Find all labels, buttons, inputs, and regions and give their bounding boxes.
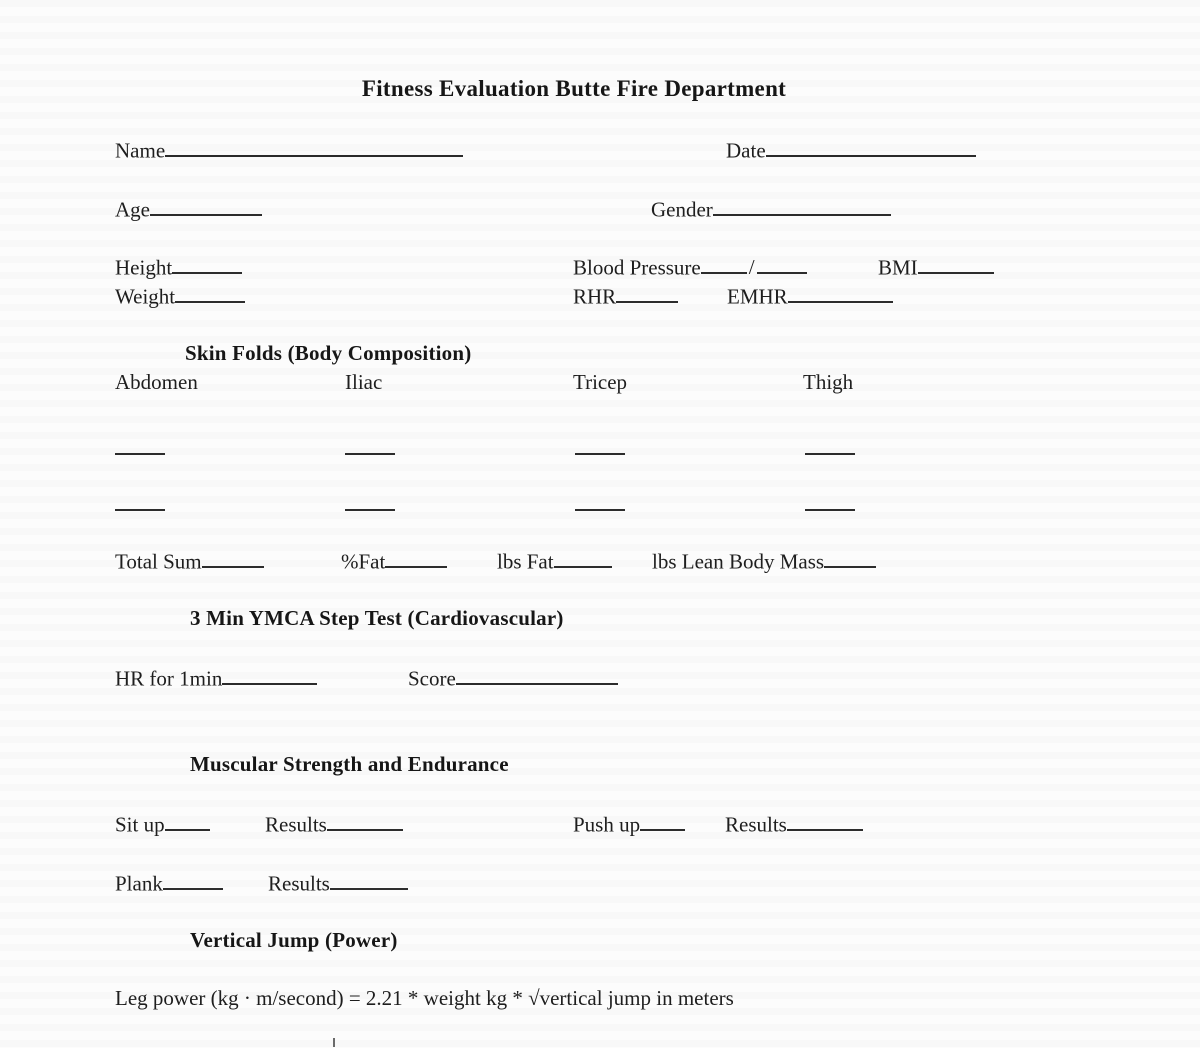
- skin-folds-heading: Skin Folds (Body Composition): [185, 341, 472, 365]
- plank-results-blank: [330, 869, 408, 890]
- emhr-blank: [788, 282, 893, 303]
- lbs-fat-field: [497, 547, 612, 574]
- gender-field: [651, 195, 891, 222]
- name-blank: [165, 136, 463, 157]
- push-up-label: Push up: [573, 812, 641, 837]
- blood-pressure-label: Blood Pressure: [573, 255, 701, 280]
- score-blank: [456, 664, 618, 685]
- date-label: Date: [726, 138, 766, 163]
- hr-for-1min-blank: [222, 664, 317, 685]
- lbs-fat-label: lbs Fat: [497, 549, 554, 574]
- gender-label: Gender: [651, 197, 713, 222]
- name-field: [115, 136, 463, 163]
- sit-up-blank: [165, 810, 210, 831]
- name-label: Name: [115, 138, 166, 163]
- push-up-results-field: [725, 810, 863, 837]
- tricep-measure-2-blank: [575, 509, 625, 511]
- cropped-next-line-artifact: [333, 1038, 335, 1047]
- sit-up-label: Sit up: [115, 812, 165, 837]
- height-label: Height: [115, 255, 173, 280]
- plank-label: Plank: [115, 871, 163, 896]
- sit-up-field: [115, 810, 210, 837]
- score-label: Score: [408, 666, 456, 691]
- rhr-label: RHR: [573, 284, 617, 309]
- bp-separator: /: [748, 255, 755, 280]
- weight-blank: [175, 282, 245, 303]
- push-up-results-label: Results: [725, 812, 787, 837]
- emhr-label: EMHR: [727, 284, 788, 309]
- plank-field: [115, 869, 223, 896]
- height-blank: [172, 253, 242, 274]
- hr-for-1min-label: HR for 1min: [115, 666, 223, 691]
- rhr-blank: [616, 282, 678, 303]
- document-title: Fitness Evaluation Butte Fire Department: [361, 76, 787, 101]
- percent-fat-label: %Fat: [341, 549, 386, 574]
- plank-blank: [163, 869, 223, 890]
- lbs-lean-body-mass-field: [652, 547, 876, 574]
- plank-results-label: Results: [268, 871, 330, 896]
- bp-diastolic-blank: [757, 253, 807, 274]
- vertical-jump-heading: Vertical Jump (Power): [190, 928, 398, 952]
- total-sum-label: Total Sum: [115, 549, 202, 574]
- lbs-fat-blank: [554, 547, 612, 568]
- bmi-field: [878, 253, 994, 280]
- bmi-label: BMI: [878, 255, 918, 280]
- bmi-blank: [918, 253, 994, 274]
- column-iliac: Iliac: [345, 370, 383, 394]
- iliac-measure-2-blank: [345, 509, 395, 511]
- tricep-measure-1-blank: [575, 453, 625, 455]
- gender-blank: [713, 195, 891, 216]
- iliac-measure-1-blank: [345, 453, 395, 455]
- step-test-heading: 3 Min YMCA Step Test (Cardiovascular): [190, 606, 564, 630]
- rhr-field: [573, 282, 678, 309]
- push-up-results-blank: [787, 810, 863, 831]
- sit-up-results-blank: [327, 810, 403, 831]
- emhr-field: [727, 282, 893, 309]
- age-label: Age: [115, 197, 150, 222]
- plank-results-field: [268, 869, 408, 896]
- date-blank: [766, 136, 976, 157]
- height-field: [115, 253, 242, 280]
- lbs-lean-body-mass-blank: [824, 547, 876, 568]
- thigh-measure-2-blank: [805, 509, 855, 511]
- total-sum-blank: [202, 547, 264, 568]
- age-blank: [150, 195, 262, 216]
- score-field: [408, 664, 618, 691]
- push-up-field: [573, 810, 685, 837]
- abdomen-measure-2-blank: [115, 509, 165, 511]
- column-tricep: Tricep: [573, 370, 628, 394]
- blood-pressure-field: [573, 253, 807, 280]
- weight-label: Weight: [115, 284, 176, 309]
- hr-for-1min-field: [115, 664, 317, 691]
- weight-field: [115, 282, 245, 309]
- column-abdomen: Abdomen: [115, 370, 198, 394]
- percent-fat-field: [341, 547, 447, 574]
- thigh-measure-1-blank: [805, 453, 855, 455]
- leg-power-formula: Leg power (kg · m/second) = 2.21 * weight kg * √vertical jump in meters: [115, 986, 734, 1010]
- push-up-blank: [640, 810, 685, 831]
- sit-up-results-field: [265, 810, 403, 837]
- total-sum-field: [115, 547, 264, 574]
- age-field: [115, 195, 262, 222]
- column-thigh: Thigh: [803, 370, 854, 394]
- abdomen-measure-1-blank: [115, 453, 165, 455]
- percent-fat-blank: [385, 547, 447, 568]
- lbs-lean-body-mass-label: lbs Lean Body Mass: [652, 549, 825, 574]
- strength-heading: Muscular Strength and Endurance: [190, 752, 509, 776]
- sit-up-results-label: Results: [265, 812, 327, 837]
- bp-systolic-blank: [701, 253, 747, 274]
- date-field: [726, 136, 976, 163]
